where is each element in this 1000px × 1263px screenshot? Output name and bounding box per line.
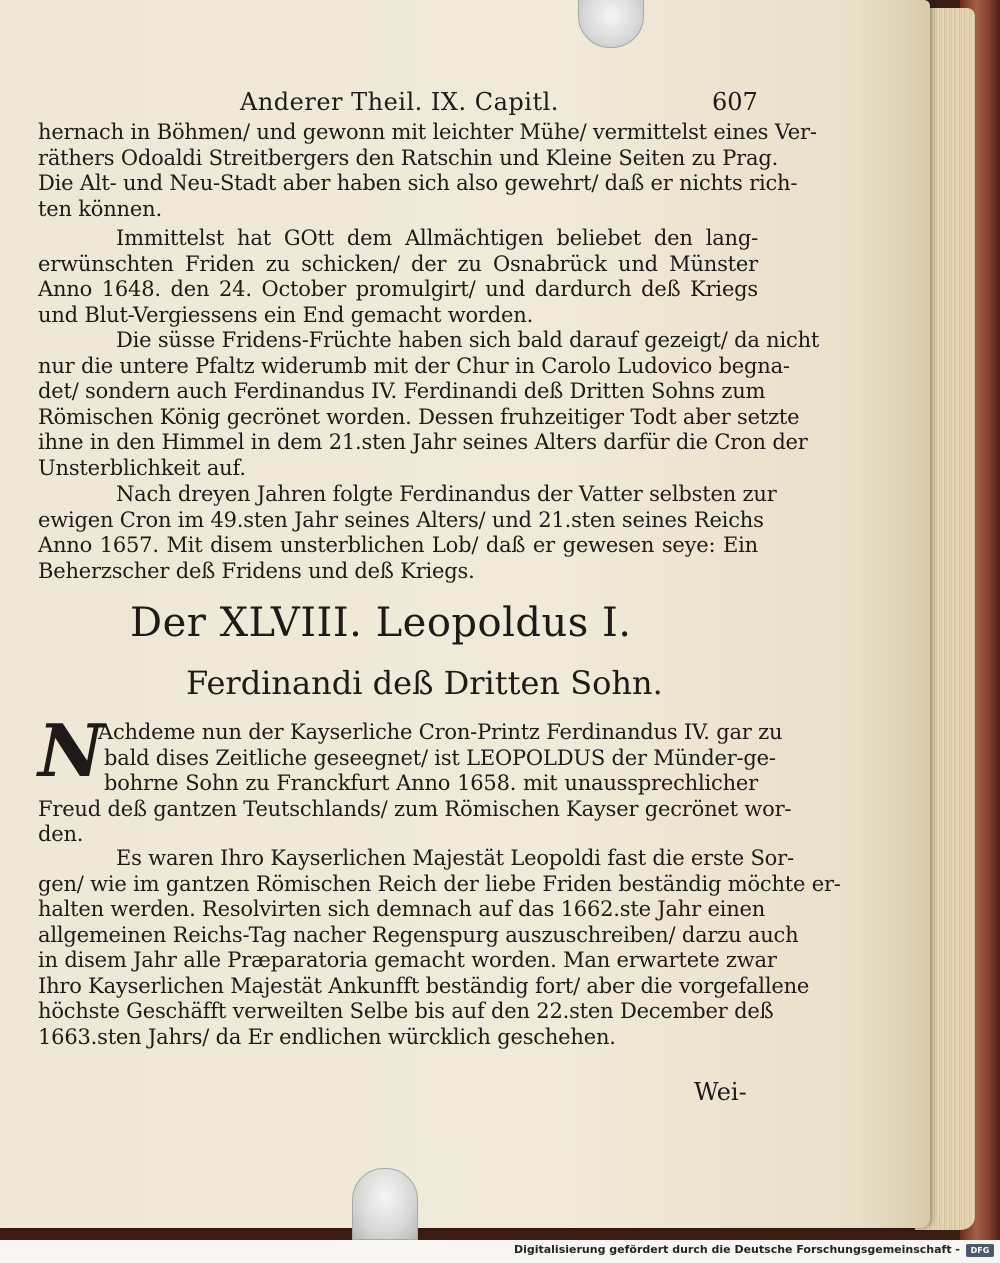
text-line: allgemeinen Reichs-Tag nacher Regenspurg auszuschreiben/ darzu auch — [38, 922, 799, 947]
text-line: Beherzscher deß Fridens und deß Kriegs. — [38, 558, 475, 583]
text-line: Ihro Kayserlichen Majestät Ankunfft beständig fort/ aber die vorgefallene — [38, 973, 810, 998]
paragraph — [38, 328, 820, 481]
paragraph — [38, 482, 777, 584]
chapter-title: Der XLVIII. Leopoldus I. — [130, 600, 632, 646]
text-line: Es waren Ihro Kayserlichen Majestät Leopoldi fast die erste Sor- — [116, 846, 794, 870]
text-line: gen/ wie im gantzen Römischen Reich der liebe Friden beständig möchte er- — [38, 871, 841, 896]
text-line: halten werden. Resolvirten sich demnach auf das 1662.ste Jahr einen — [38, 897, 766, 921]
paragraph — [38, 846, 841, 1050]
page-number: 607 — [712, 88, 758, 116]
chapter-subtitle: Ferdinandi deß Dritten Sohn. — [186, 664, 663, 702]
text-line: räthers Odoaldi Streitbergers den Ratschin und Kleine Seiten zu Prag. — [38, 145, 779, 170]
text-line: ihne in den Himmel in dem 21.sten Jahr seines Alters darfür die Cron der — [38, 430, 808, 454]
catchword: Wei- — [694, 1078, 747, 1106]
page-holder-clip — [352, 1168, 418, 1240]
text-line: höchste Geschäfft verweilten Selbe bis auf den 22.sten December deß — [38, 999, 774, 1023]
text-line: hernach in Böhmen/ und gewonn mit leichter Mühe/ vermittelst eines Ver- — [38, 120, 817, 144]
text-line: det/ sondern auch Ferdinandus IV. Ferdinandi deß Dritten Sohns zum — [38, 379, 766, 403]
paragraph — [38, 120, 817, 222]
text-line: Nach dreyen Jahren folgte Ferdinandus der Vatter selbsten zur — [116, 482, 777, 506]
text-line: und Blut-Vergiessens ein End gemacht worden. — [38, 302, 534, 327]
text-line: ten können. — [38, 196, 162, 221]
paragraph — [38, 226, 758, 328]
footer-bar — [0, 1240, 1000, 1263]
text-line: Römischen König gecrönet worden. Dessen fruhzeitiger Todt aber setzte — [38, 404, 800, 429]
text-line: erwünschten Friden zu schicken/ der zu Osnabrück und Münster — [38, 251, 758, 276]
text-line: 1663.sten Jahrs/ da Er endlichen würcklich geschehen. — [38, 1024, 616, 1049]
paragraph — [38, 720, 792, 848]
text-line: bohrne Sohn zu Franckfurt Anno 1658. mit unaussprechlicher — [104, 771, 758, 795]
text-line: Die süsse Fridens-Früchte haben sich bald darauf gezeigt/ da nicht — [116, 328, 820, 352]
dfg-logo: DFG — [966, 1244, 994, 1257]
running-head: Anderer Theil. IX. Capitl. — [240, 88, 559, 116]
text-line: Anno 1657. Mit disem unsterblichen Lob/ daß er gewesen seye: Ein — [38, 533, 758, 557]
text-line: Unsterblichkeit auf. — [38, 455, 246, 480]
text-line: Achdeme nun der Kayserliche Cron-Printz Ferdinandus IV. gar zu — [98, 720, 783, 744]
text-line: Immittelst hat GOtt dem Allmächtigen beliebet den lang- — [116, 226, 758, 250]
text-line: nur die untere Pfaltz widerumb mit der Chur in Carolo Ludovico begna- — [38, 353, 790, 378]
funding-credit: Digitalisierung gefördert durch die Deutsche Forschungsgemeinschaft - — [513, 1243, 960, 1256]
drop-cap-initial: N — [38, 708, 104, 793]
text-line: bald dises Zeitliche geseegnet/ ist LEOPOLDUS der Münder-ge- — [104, 745, 776, 770]
text-line: Die Alt- und Neu-Stadt aber haben sich also gewehrt/ daß er nichts rich- — [38, 171, 798, 195]
text-line: Anno 1648. den 24. October promulgirt/ und dardurch deß Kriegs — [38, 277, 758, 301]
text-line: Freud deß gantzen Teutschlands/ zum Römischen Kayser gecrönet wor- — [38, 796, 792, 821]
text-line: den. — [38, 822, 84, 846]
text-line: ewigen Cron im 49.sten Jahr seines Alters/ und 21.sten seines Reichs — [38, 507, 764, 532]
text-line: in disem Jahr alle Præparatoria gemacht worden. Man erwartete zwar — [38, 948, 777, 972]
